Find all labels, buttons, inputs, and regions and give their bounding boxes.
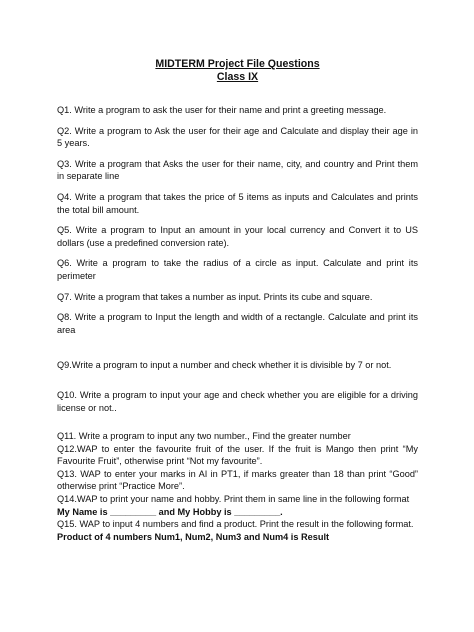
question-9: Q9.Write a program to input a number and check whether it is divisible by 7 or not. — [57, 360, 392, 371]
format-line-q14: My Name is _________ and My Hobby is _________. — [57, 506, 283, 517]
question-13: Q13. WAP to enter your marks in AI in PT1, if marks greater than 18 than print “Good” otherwise print “Practice More”. — [57, 468, 418, 492]
question-2: Q2. Write a program to Ask the user for their age and Calculate and display their age in 5 years. — [57, 125, 418, 149]
document-title: MIDTERM Project File Questions — [155, 58, 320, 70]
question-10: Q10. Write a program to input your age and check whether you are eligible for a driving license or not.. — [57, 389, 418, 413]
document-subtitle: Class IX — [216, 71, 259, 83]
question-3: Q3. Write a program that Asks the user for their name, city, and country and Print them in separate line — [57, 158, 418, 182]
question-1: Q1. Write a program to ask the user for their name and print a greeting message. — [57, 105, 387, 115]
question-6: Q6. Write a program to take the radius of a circle as input. Calculate and print its perimeter — [57, 258, 418, 281]
question-15: Q15. WAP to input 4 numbers and find a product. Print the result in the following format. — [57, 519, 414, 530]
question-11: Q11. Write a program to input any two number., Find the greater number — [57, 431, 351, 442]
question-12: Q12.WAP to enter the favourite fruit of the user. If the fruit is Mango then print “My Favourite Fruit”, otherwise print “Not my favourite”. — [57, 443, 418, 467]
question-5: Q5. Write a program to Input an amount in your local currency and Convert it to US dollars (use a predefined conversion rate). — [57, 225, 418, 248]
format-line-q15: Product of 4 numbers Num1, Num2, Num3 and Num4 is Result — [57, 531, 330, 542]
question-4: Q4. Write a program that takes the price of 5 items as inputs and Calculates and prints the total bill amount. — [57, 191, 418, 215]
question-8: Q8. Write a program to Input the length and width of a rectangle. Calculate and print its area — [57, 312, 418, 335]
question-14: Q14.WAP to print your name and hobby. Print them in same line in the following format — [57, 494, 410, 505]
question-7: Q7. Write a program that takes a number as input. Prints its cube and square. — [57, 291, 373, 302]
